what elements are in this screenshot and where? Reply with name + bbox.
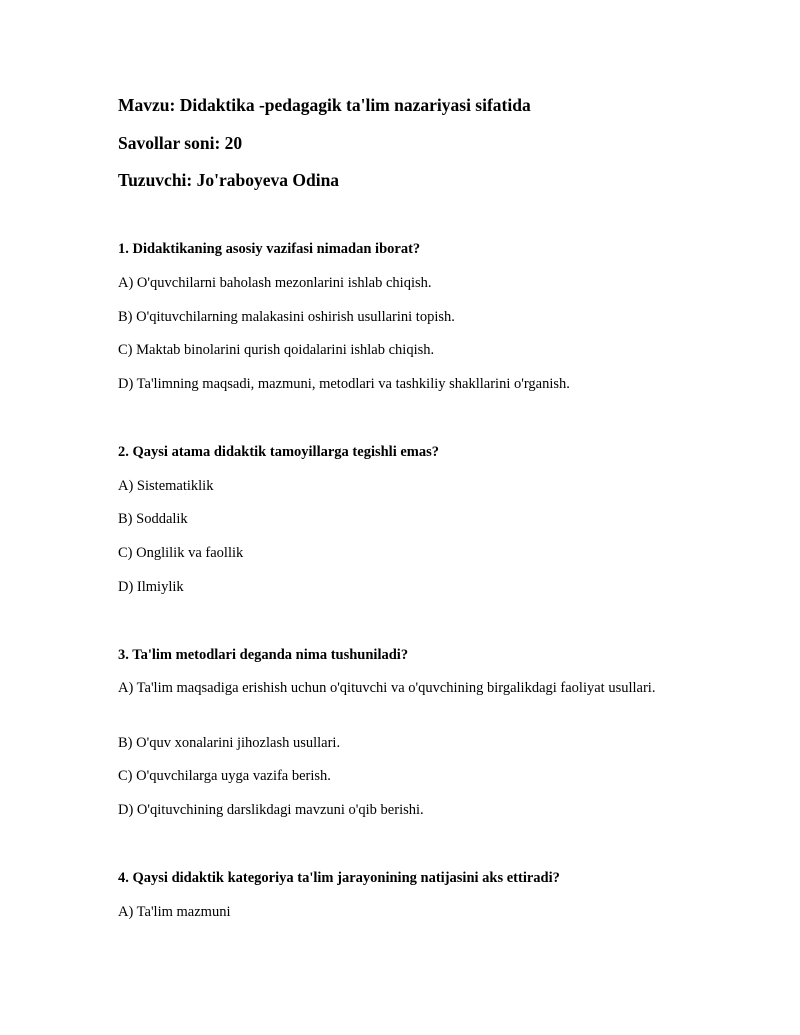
question-3-option-a: A) Ta'lim maqsadiga erishish uchun o'qituvchi va o'quvchining birgalikdagi faoliyat usullari. — [118, 680, 656, 696]
question-1-option-a: A) O'quvchilarni baholash mezonlarini ishlab chiqish. — [118, 275, 432, 291]
topic-heading: Mavzu: Didaktika -pedagagik ta'lim nazariyasi sifatida — [118, 95, 531, 115]
question-2-option-c: C) Onglilik va faollik — [118, 545, 244, 561]
question-1-option-c: C) Maktab binolarini qurish qoidalarini ishlab chiqish. — [118, 342, 435, 358]
question-count-heading: Savollar soni: 20 — [118, 133, 243, 153]
question-1-text: 1. Didaktikaning asosiy vazifasi nimadan iborat? — [118, 241, 421, 257]
question-2-text: 2. Qaysi atama didaktik tamoyillarga tegishli emas? — [118, 444, 440, 460]
question-2-option-b: B) Soddalik — [118, 511, 188, 527]
question-3-option-d: D) O'qituvchining darslikdagi mavzuni o'qib berishi. — [118, 802, 424, 818]
question-3-option-c: C) O'quvchilarga uyga vazifa berish. — [118, 768, 331, 784]
question-3-option-b: B) O'quv xonalarini jihozlash usullari. — [118, 735, 341, 751]
question-1-option-d: D) Ta'limning maqsadi, mazmuni, metodlari va tashkiliy shakllarini o'rganish. — [118, 376, 570, 392]
question-2-option-d: D) Ilmiylik — [118, 579, 184, 595]
question-4-option-a: A) Ta'lim mazmuni — [118, 904, 231, 920]
question-1-option-b: B) O'qituvchilarning malakasini oshirish usullarini topish. — [118, 309, 455, 325]
question-4-text: 4. Qaysi didaktik kategoriya ta'lim jarayonining natijasini aks ettiradi? — [118, 870, 560, 886]
author-heading: Tuzuvchi: Jo'raboyeva Odina — [118, 170, 340, 190]
question-3-text: 3. Ta'lim metodlari deganda nima tushuniladi? — [118, 647, 409, 663]
question-2-option-a: A) Sistematiklik — [118, 478, 214, 494]
